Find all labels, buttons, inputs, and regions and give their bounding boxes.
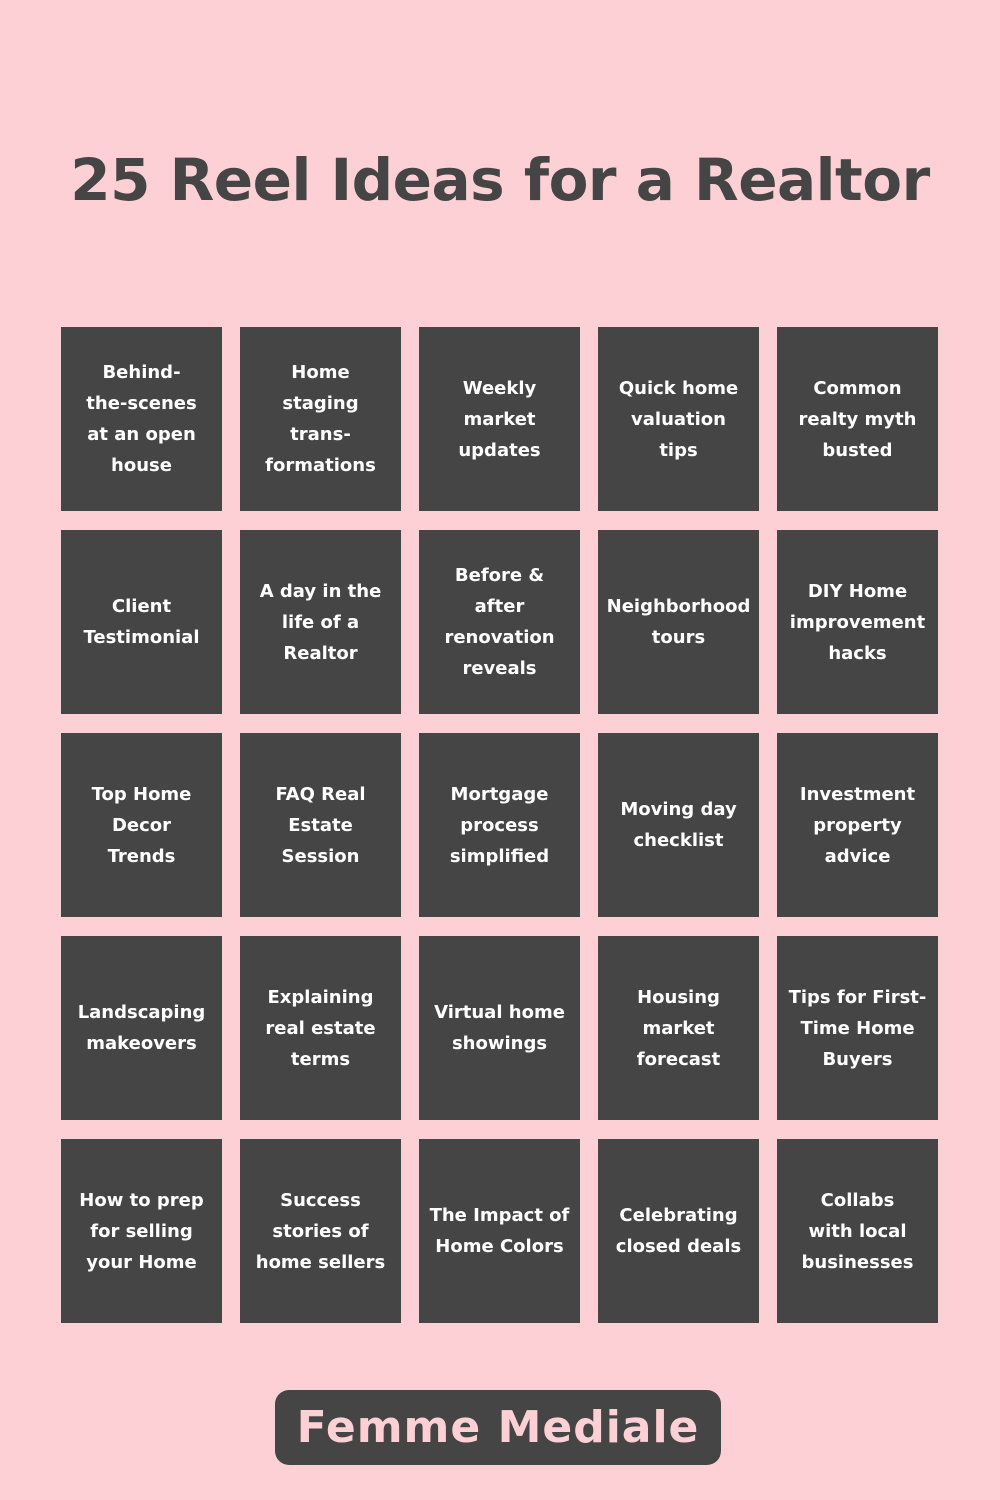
idea-tile xyxy=(419,1139,580,1323)
idea-tile xyxy=(240,936,401,1120)
idea-tile xyxy=(61,936,222,1120)
idea-tile xyxy=(61,733,222,917)
idea-label: Home staging trans- formations xyxy=(265,362,376,476)
idea-tile xyxy=(419,936,580,1120)
idea-tile xyxy=(598,530,759,714)
idea-label: Housing market forecast xyxy=(636,986,721,1070)
idea-tile xyxy=(598,327,759,511)
idea-label: Quick home valuation tips xyxy=(618,377,739,461)
idea-tile xyxy=(61,530,222,714)
idea-label: Moving day checklist xyxy=(620,799,737,851)
idea-label: A day in the life of a Realtor xyxy=(259,580,382,664)
idea-label: How to prep for selling your Home xyxy=(79,1189,204,1273)
idea-tile xyxy=(240,530,401,714)
idea-tile xyxy=(777,733,938,917)
idea-tile xyxy=(419,733,580,917)
idea-label: Weekly market updates xyxy=(458,377,541,461)
idea-label: Explaining real estate terms xyxy=(265,986,376,1070)
page-title: 25 Reel Ideas for a Realtor xyxy=(70,146,930,214)
idea-tile xyxy=(419,530,580,714)
idea-label: DIY Home improvement hacks xyxy=(789,580,926,664)
idea-label: Tips for First- Time Home Buyers xyxy=(788,986,927,1070)
idea-tile xyxy=(598,936,759,1120)
idea-tile xyxy=(777,327,938,511)
ideas-grid xyxy=(61,327,941,1323)
idea-tile xyxy=(240,327,401,511)
idea-label: The Impact of Home Colors xyxy=(429,1205,570,1257)
idea-tile xyxy=(240,733,401,917)
idea-label: Mortgage process simplified xyxy=(449,783,550,867)
brand-badge xyxy=(275,1390,721,1465)
idea-label: Success stories of home sellers xyxy=(255,1189,386,1273)
idea-label: Before & after renovation reveals xyxy=(444,565,555,679)
idea-label: Celebrating closed deals xyxy=(615,1205,742,1257)
idea-label: FAQ Real Estate Session xyxy=(275,783,366,867)
idea-label: Landscaping makeovers xyxy=(77,1002,206,1054)
idea-label: Top Home Decor Trends xyxy=(91,783,192,867)
idea-tile xyxy=(240,1139,401,1323)
brand-name: Femme Mediale xyxy=(296,1402,700,1453)
idea-label: Common realty myth busted xyxy=(798,377,917,461)
idea-tile xyxy=(61,327,222,511)
idea-label: Virtual home showings xyxy=(434,1002,565,1054)
idea-label: Neighborhood tours xyxy=(606,596,751,648)
idea-label: Client Testimonial xyxy=(83,596,200,648)
idea-tile xyxy=(777,1139,938,1323)
idea-label: Investment property advice xyxy=(799,783,916,867)
idea-label: Collabs with local businesses xyxy=(801,1189,914,1273)
idea-tile xyxy=(777,936,938,1120)
idea-tile xyxy=(419,327,580,511)
idea-tile xyxy=(598,1139,759,1323)
idea-label: Behind- the-scenes at an open house xyxy=(86,362,197,476)
idea-tile xyxy=(598,733,759,917)
idea-tile xyxy=(61,1139,222,1323)
idea-tile xyxy=(777,530,938,714)
